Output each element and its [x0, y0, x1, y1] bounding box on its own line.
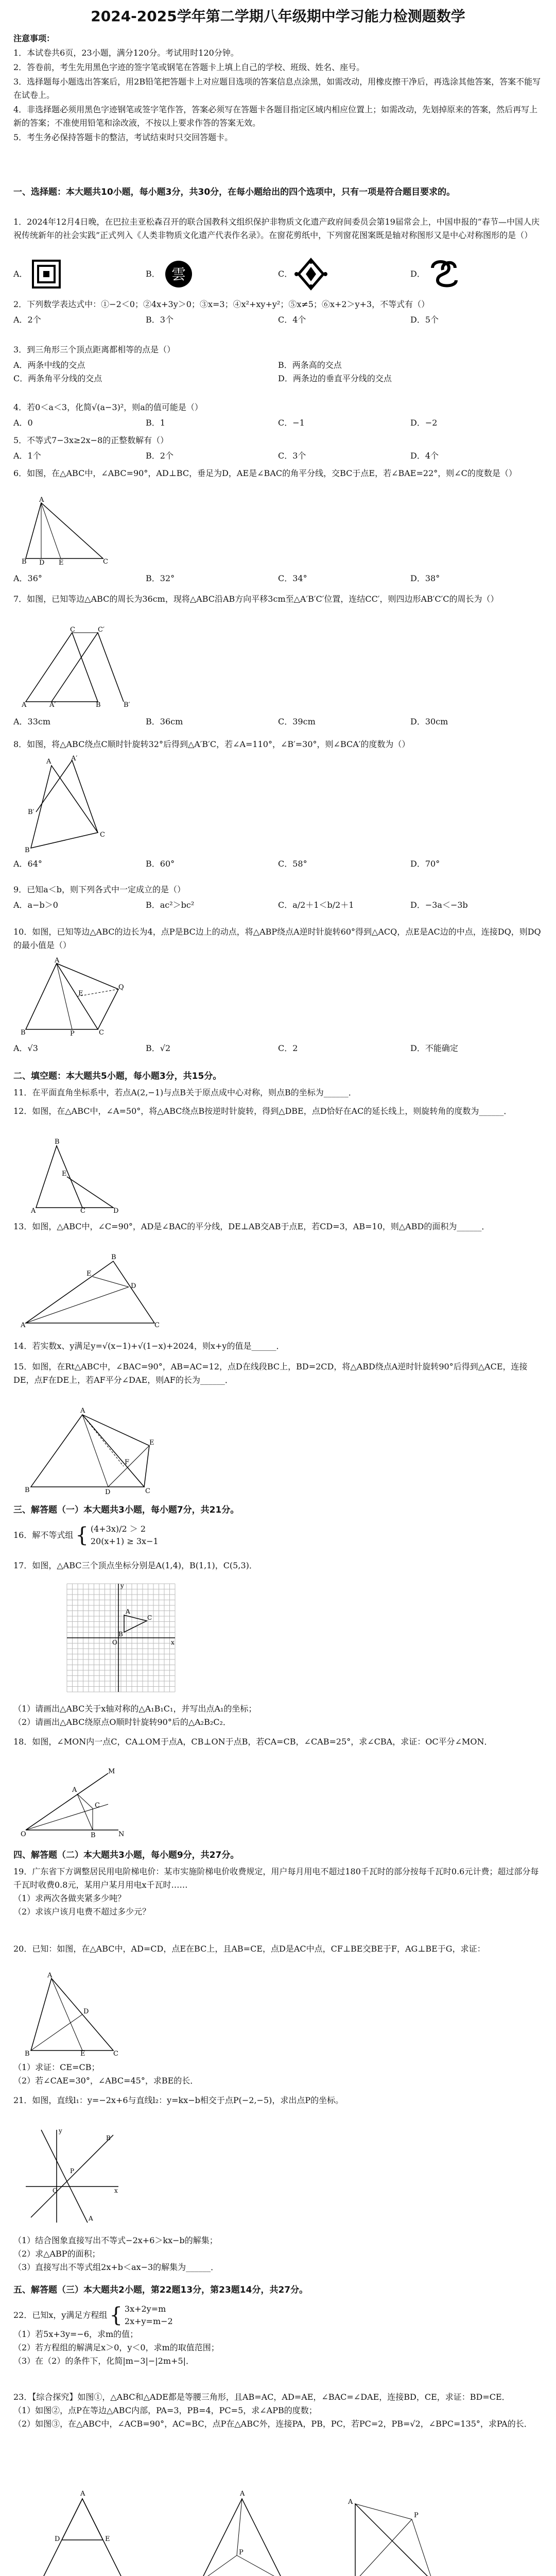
- question-7-options: [13, 713, 543, 728]
- question-10-text: 10．如图，已知等边△ABC的边长为4，点P是BC边上的动点，将△ABP绕点A逆时针旋转60°得到△ACQ，点E是AC边的中点，连接DQ，则DQ的最小值是（）: [13, 927, 541, 950]
- section-heading-1: 一、选择题：本大题共10小题，每小题3分，共30分，在每小题给出的四个选项中，只有一项是符合题目要求的。: [13, 187, 456, 197]
- question-8-text: 8．如图，将△ABC绕点C顺时针旋转32°后得到△A′B′C，若∠A=110°，∠B′=30°，则∠BCA′的度数为（）: [13, 739, 410, 749]
- svg-text:Q: Q: [118, 984, 124, 991]
- question-20-parts: [13, 2061, 543, 2088]
- note-item: 4．非选择题必须用黑色字迹钢笔或签字笔作答，答案必须写在答题卡各题目指定区域内相应位置上；如需改动，先划掉原来的答案，然后再写上新的答案；不准使用铅笔和涂改液，不按以上要求作答的答案无效。: [13, 105, 538, 128]
- section-heading-2: 二、填空题：本大题共5小题，每小题3分，共15分。: [13, 1071, 222, 1081]
- question-19: [13, 1865, 543, 1919]
- svg-text:C: C: [99, 1029, 104, 1037]
- option-b: B．3个: [146, 315, 173, 325]
- question-11: [13, 1086, 543, 1099]
- svg-text:B: B: [25, 846, 30, 854]
- option-a: A．a−b＞0: [13, 900, 58, 910]
- option-c: C．2: [278, 1043, 298, 1053]
- figure-q8: [21, 755, 124, 853]
- question-21-part-3: （3）直接写出不等式组2x+b＜ax−3的解集为______．: [13, 2262, 219, 2272]
- svg-text:D: D: [83, 2008, 89, 2015]
- question-6-options: [13, 570, 543, 585]
- svg-text:y: y: [59, 2127, 62, 2134]
- svg-text:C: C: [145, 1487, 150, 1495]
- question-3-text: 3．到三角形三个顶点距离都相等的点是（）: [13, 345, 176, 354]
- svg-text:A: A: [348, 2498, 353, 2506]
- question-20-part-1: （1）求证：CE=CB；: [13, 2062, 100, 2072]
- svg-text:F: F: [125, 1459, 130, 1466]
- brace-icon: {: [75, 1523, 89, 1547]
- figure-q23: [31, 2483, 494, 2576]
- figure-q6: [21, 498, 108, 565]
- option-b: B．ac²＞bc²: [146, 900, 195, 910]
- figure-1: [35, 2490, 129, 2576]
- option-d: D．4个: [410, 451, 439, 461]
- question-1: [13, 215, 543, 242]
- figure-q12: [21, 1136, 118, 1213]
- question-23-text: 23．【综合探究】如图①，△ABC和△ADE都是等腰三角形，且AB=AC，AD=AE，∠BAC=∠DAE，连接BD，CE，求证：BD=CE．: [13, 2392, 510, 2402]
- svg-text:D: D: [113, 1207, 119, 1215]
- question-9-text: 9．已知a＜b，则下列各式中一定成立的是（）: [13, 885, 185, 894]
- question-20-part-2: （2）若∠CAE=30°，∠ABC=45°，求BE的长．: [13, 2076, 199, 2086]
- option-b: B．32°: [146, 573, 175, 583]
- svg-text:C′: C′: [98, 626, 105, 634]
- svg-text:B: B: [106, 2134, 111, 2142]
- option-c: C．58°: [278, 859, 307, 869]
- question-5-text: 5．不等式7−3x≥2x−8的正整数解有（）: [13, 435, 169, 445]
- svg-text:B′: B′: [28, 808, 34, 816]
- question-22-part-3: （3）在（2）的条件下，化简|m−3|−|2m+5|．: [13, 2356, 195, 2366]
- question-23-part-2: （2）如图③，在△ABC中，∠ACB=90°，AC=BC，点P在△ABC外，连接PA，PB，PC，若PC=2，PB=√2，∠BPC=135°，求PA的长．: [13, 2419, 532, 2429]
- question-17-text: 17．如图，△ABC三个顶点坐标分别是A(1,4)，B(1,1)，C(5,3)．: [13, 1561, 257, 1570]
- svg-text:A: A: [39, 496, 44, 504]
- option-c: C．34°: [278, 573, 307, 583]
- svg-text:M: M: [108, 1768, 115, 1775]
- exam-title: 2024-2025学年第二学期八年级期中学习能力检测题数学: [91, 8, 465, 25]
- option-d: D．不能确定: [410, 1043, 458, 1053]
- question-14-text: 14．若实数x、y满足y=√(x−1)+√(1−x)+2024，则x+y的值是______．: [13, 1341, 285, 1351]
- option-a: A．0: [13, 418, 33, 428]
- svg-text:E: E: [149, 1439, 154, 1447]
- svg-text:E: E: [78, 990, 83, 997]
- pattern-a-icon: [28, 258, 69, 291]
- question-12: [13, 1105, 543, 1118]
- option-c: C．−1: [278, 418, 305, 428]
- question-19-text: 19．广东省下方调整居民用电阶梯电价：某市实施阶梯电价收费规定，用户每月用电不超过180千瓦时的部分按每千瓦时0.6元计费；超过部分每千瓦时收费0.8元，某用户某月用电x千瓦时……: [13, 1867, 539, 1890]
- option-c: C．39cm: [278, 717, 316, 726]
- section-heading-4: 四、解答题（二）本大题共3小题，每小题9分，共27分。: [13, 1850, 239, 1860]
- option-c: C．: [278, 269, 293, 279]
- option-d: D．−3a＜−3b: [410, 900, 468, 910]
- svg-text:A: A: [89, 2215, 93, 2222]
- svg-text:A: A: [31, 1207, 36, 1215]
- svg-text:B: B: [91, 1832, 96, 1839]
- svg-text:A: A: [80, 2490, 85, 2498]
- svg-text:x: x: [171, 1639, 175, 1646]
- question-20-text: 20．已知：如图，在△ABC中，AD=CD，点E在BC上，且AB=CE，点D是AC中点，CF⊥BE交BE于F，AG⊥BE于G，求证：: [13, 1944, 485, 1954]
- brace-icon: {: [109, 2303, 123, 2327]
- question-6-text: 6．如图，在△ABC中，∠ABC=90°，AD⊥BC，垂足为D，AE是∠BAC的角平分线，交BC于点E，若∠BAE=22°，则∠C的度数是（）: [13, 468, 517, 478]
- question-18-text: 18．如图，∠MON内一点C，CA⊥OM于点A，CB⊥ON于点B，若CA=CB，∠CAB=25°，求∠CBA，求证：OC平分∠MON．: [13, 1737, 493, 1747]
- svg-text:C: C: [95, 1802, 100, 1809]
- svg-text:B: B: [25, 2050, 30, 2058]
- question-8: [13, 738, 543, 751]
- figure-q21: [21, 2125, 124, 2228]
- svg-text:D: D: [55, 2535, 60, 2543]
- option-c: C．两条角平分线的交点: [13, 374, 102, 383]
- question-21-text: 21．如图，直线l₁：y=−2x+6与直线l₂：y=kx−b相交于点P(−2,−5)，求出点P的坐标。: [13, 2095, 344, 2105]
- svg-text:D: D: [105, 1488, 111, 1496]
- note-item: 2．答卷前，考生先用黑色字迹的签字笔或钢笔在答题卡上填上自己的学校、班级、姓名、座号。: [13, 62, 365, 72]
- question-22: [13, 2303, 543, 2368]
- question-5: [13, 434, 543, 463]
- svg-text:C: C: [80, 1207, 85, 1215]
- pattern-c-icon: [292, 258, 334, 291]
- svg-text:E: E: [59, 559, 64, 567]
- question-7-text: 7．如图，已知等边△ABC的周长为36cm，现将△ABC沿AB方向平移3cm至△A′B′C′位置，连结CC′，则四边形AB′C′C的周长为（）: [13, 594, 499, 604]
- option-b: B．36cm: [146, 717, 183, 726]
- question-7: [13, 592, 543, 606]
- question-21-part-2: （2）求△ABP的面积；: [13, 2249, 100, 2259]
- question-22-part-1: （1）若5x+3y=−6，求m的值；: [13, 2329, 138, 2339]
- svg-text:P: P: [414, 2512, 419, 2519]
- question-21-parts: [13, 2234, 543, 2274]
- figure-q13: [21, 1251, 165, 1328]
- question-20: [13, 1942, 543, 1956]
- question-4-text: 4．若0＜a＜3，化简√(a−3)²，则a的值可能是（）: [13, 402, 203, 412]
- note-item: 3．选择题每小题选出答案后，用2B铅笔把答题卡上对应题目选项的答案信息点涂黑，如需改动，用橡皮擦干净后，再选涂其他答案，答案不能写在试卷上。: [13, 77, 541, 100]
- svg-text:A: A: [55, 957, 60, 964]
- question-17-part-2: （2）请画出△ABC绕原点O顺时针旋转90°后的△A₂B₂C₂．: [13, 1717, 231, 1727]
- svg-text:C: C: [70, 626, 75, 634]
- option-d: D．30cm: [410, 717, 448, 726]
- svg-text:B: B: [55, 1138, 60, 1146]
- option-a: A．33cm: [13, 717, 51, 726]
- svg-text:C: C: [103, 558, 108, 566]
- option-d: D．−2: [410, 418, 438, 428]
- option-d: D．: [410, 269, 425, 279]
- notes-heading: 注意事项：: [13, 33, 55, 43]
- figure-q15: [21, 1404, 154, 1497]
- svg-text:A: A: [46, 758, 51, 766]
- option-c: C．3个: [278, 451, 306, 461]
- question-13: [13, 1220, 543, 1233]
- section-heading-3: 三、解答题（一）本大题共3小题，每小题7分，共21分。: [13, 1505, 239, 1515]
- svg-text:O: O: [21, 1831, 26, 1838]
- option-b: B．: [146, 269, 160, 279]
- option-d: D．5个: [410, 315, 439, 325]
- svg-text:E: E: [62, 1170, 67, 1178]
- svg-text:D: D: [131, 1282, 136, 1290]
- svg-text:B: B: [111, 1253, 116, 1261]
- system-line: 3x+2y=m: [124, 2304, 166, 2314]
- question-17-part-1: （1）请画出△ABC关于x轴对称的△A₁B₁C₁，并写出点A₁的坐标；: [13, 1704, 257, 1714]
- seal-text-b: 雲: [171, 266, 186, 283]
- svg-text:A: A: [21, 1321, 26, 1329]
- question-1-options: [13, 256, 543, 291]
- svg-text:E: E: [105, 2535, 110, 2543]
- option-a: A．1个: [13, 451, 41, 461]
- svg-text:C: C: [113, 2050, 118, 2058]
- svg-text:D: D: [39, 559, 45, 567]
- figure-q10: [21, 958, 124, 1036]
- svg-text:A′: A′: [49, 701, 56, 709]
- figure-q17-grid: [62, 1579, 180, 1697]
- figure-q7: [21, 625, 139, 708]
- system-line: 2x+y=m−2: [124, 2316, 173, 2326]
- question-11-text: 11．在平面直角坐标系中，若点A(2,−1)与点B关于原点成中心对称，则点B的坐标为______．: [13, 1088, 357, 1097]
- option-b: B．√2: [146, 1043, 171, 1053]
- question-10: [13, 925, 543, 952]
- question-17-parts: [13, 1702, 543, 1729]
- system-line: 20(x+1) ≥ 3x−1: [90, 1536, 159, 1546]
- option-d: D．70°: [410, 859, 440, 869]
- question-14: [13, 1340, 543, 1353]
- question-22-text: 22．已知x，y满足方程组: [13, 2310, 108, 2320]
- svg-text:A: A: [47, 1972, 53, 1979]
- svg-text:E: E: [86, 1270, 92, 1278]
- svg-text:P: P: [239, 2549, 244, 2556]
- option-a: A．√3: [13, 1043, 38, 1053]
- option-d: D．两条边的垂直平分线的交点: [278, 374, 392, 383]
- option-b: B．2个: [146, 451, 173, 461]
- question-23: [13, 2391, 543, 2431]
- option-c: C．4个: [278, 315, 306, 325]
- question-16: [13, 1523, 543, 1548]
- svg-text:O: O: [112, 1639, 117, 1646]
- svg-text:B: B: [21, 1029, 26, 1037]
- svg-text:O: O: [53, 2187, 58, 2194]
- svg-text:A: A: [80, 1407, 85, 1415]
- question-9: [13, 883, 543, 912]
- svg-text:y: y: [120, 1582, 124, 1589]
- question-2-text: 2．下列数学表达式中：①−2＜0；②4x+3y＞0；③x=3；④x²+xy+y²；⑤x≠5；⑥x+2＞y+3，不等式有（）: [13, 299, 430, 309]
- svg-text:C: C: [147, 1614, 152, 1621]
- svg-text:E: E: [80, 2050, 85, 2058]
- question-21: [13, 2094, 543, 2107]
- svg-text:C: C: [154, 1321, 160, 1329]
- svg-text:A′: A′: [71, 755, 78, 762]
- svg-text:A: A: [22, 701, 27, 709]
- system-line: (4+3x)/2 ＞ 2: [90, 1524, 146, 1534]
- option-a: A．64°: [13, 859, 42, 869]
- question-21-part-1: （1）结合图象直接写出不等式−2x+6＞kx−b的解集；: [13, 2235, 218, 2245]
- question-13-text: 13．如图，△ABC中，∠C=90°，AD是∠BAC的平分线，DE⊥AB交AB于点E，若CD=3，AB=10，则△ABD的面积为______．: [13, 1222, 490, 1231]
- option-c: C．a/2＋1＜b/2＋1: [278, 900, 354, 910]
- svg-text:N: N: [118, 1831, 125, 1838]
- svg-text:P: P: [70, 1030, 75, 1038]
- question-19-part-2: （2）求该户该月电费不超过多少元？: [13, 1907, 151, 1917]
- option-a: A．: [13, 269, 28, 279]
- svg-text:A: A: [240, 2490, 245, 2498]
- option-d: D．38°: [410, 573, 440, 583]
- question-23-part-1: （1）如图②，点P在等边△ABC内部，PA=3，PB=4，PC=5，求∠APB的度数；: [13, 2405, 317, 2415]
- option-b: B．1: [146, 418, 165, 428]
- option-b: B．60°: [146, 859, 175, 869]
- option-a: A．36°: [13, 573, 42, 583]
- svg-text:C: C: [100, 831, 105, 839]
- question-15-text: 15．如图，在Rt△ABC中，∠BAC=90°，AB=AC=12，点D在线段BC上，BD=2CD，将△ABD绕点A逆时针旋转90°后得到△ACE，连接DE，点F在DE上，若AF平分∠DAE，则AF的长为______．: [13, 1362, 528, 1385]
- question-17: [13, 1559, 543, 1572]
- svg-text:A: A: [72, 1786, 77, 1794]
- svg-text:P: P: [70, 2167, 75, 2175]
- figure-q20: [21, 1973, 124, 2056]
- question-3: [13, 343, 543, 385]
- question-18: [13, 1735, 543, 1749]
- question-8-options: [13, 855, 543, 871]
- question-19-part-1: （1）求两次各做夹紧多少吨？: [13, 1893, 126, 1903]
- notes-section: [13, 32, 543, 145]
- question-6: [13, 467, 543, 480]
- option-b: B．两条高的交点: [278, 360, 342, 370]
- pattern-d-icon: [425, 258, 466, 291]
- svg-text:B: B: [96, 701, 101, 709]
- question-15: [13, 1360, 543, 1387]
- svg-text:B: B: [25, 1486, 30, 1494]
- svg-text:B: B: [22, 558, 27, 566]
- note-item: 5．考生务必保持答题卡的整洁，考试结束时只交回答题卡。: [13, 132, 233, 142]
- option-a: A．2个: [13, 315, 41, 325]
- question-2: [13, 298, 543, 327]
- figure-3: [348, 2498, 438, 2576]
- svg-text:B: B: [118, 1631, 123, 1638]
- svg-text:x: x: [114, 2187, 118, 2194]
- figure-q18: [21, 1768, 124, 1840]
- question-16-text: 16．解不等式组: [13, 1530, 74, 1540]
- svg-text:A: A: [126, 1608, 130, 1615]
- option-a: A．两条中线的交点: [13, 360, 85, 370]
- pattern-b-icon: [160, 258, 201, 291]
- question-4: [13, 401, 543, 430]
- svg-text:B′: B′: [124, 701, 130, 709]
- question-1-text: 1．2024年12月4日晚，在巴拉圭亚松森召开的联合国教科文组织保护非物质文化遗产政府间委员会第19届常会上，中国申报的“春节—中国人庆祝传统新年的社会实践”正式列入《人类非物质文化遗产代表作名录》。在窗花剪纸中，下列窗花图案既是轴对称图形又是中心对称图形的是（）: [13, 217, 540, 240]
- section-heading-5: 五、解答题（三）本大题共2小题，第22题13分，第23题14分，共27分。: [13, 2285, 308, 2295]
- figure-2: [195, 2490, 288, 2576]
- question-22-part-2: （2）若方程组的解满足x＞0，y＜0，求m的取值范围；: [13, 2343, 219, 2352]
- question-10-options: [13, 1040, 543, 1055]
- question-12-text: 12．如图，在△ABC中，∠A=50°，将△ABC绕点B按逆时针旋转，得到△DBE，点D恰好在AC的延长线上，则旋转角的度数为______．: [13, 1106, 512, 1116]
- note-item: 1．本试卷共6页，23小题，满分120分。考试用时120分钟。: [13, 48, 239, 58]
